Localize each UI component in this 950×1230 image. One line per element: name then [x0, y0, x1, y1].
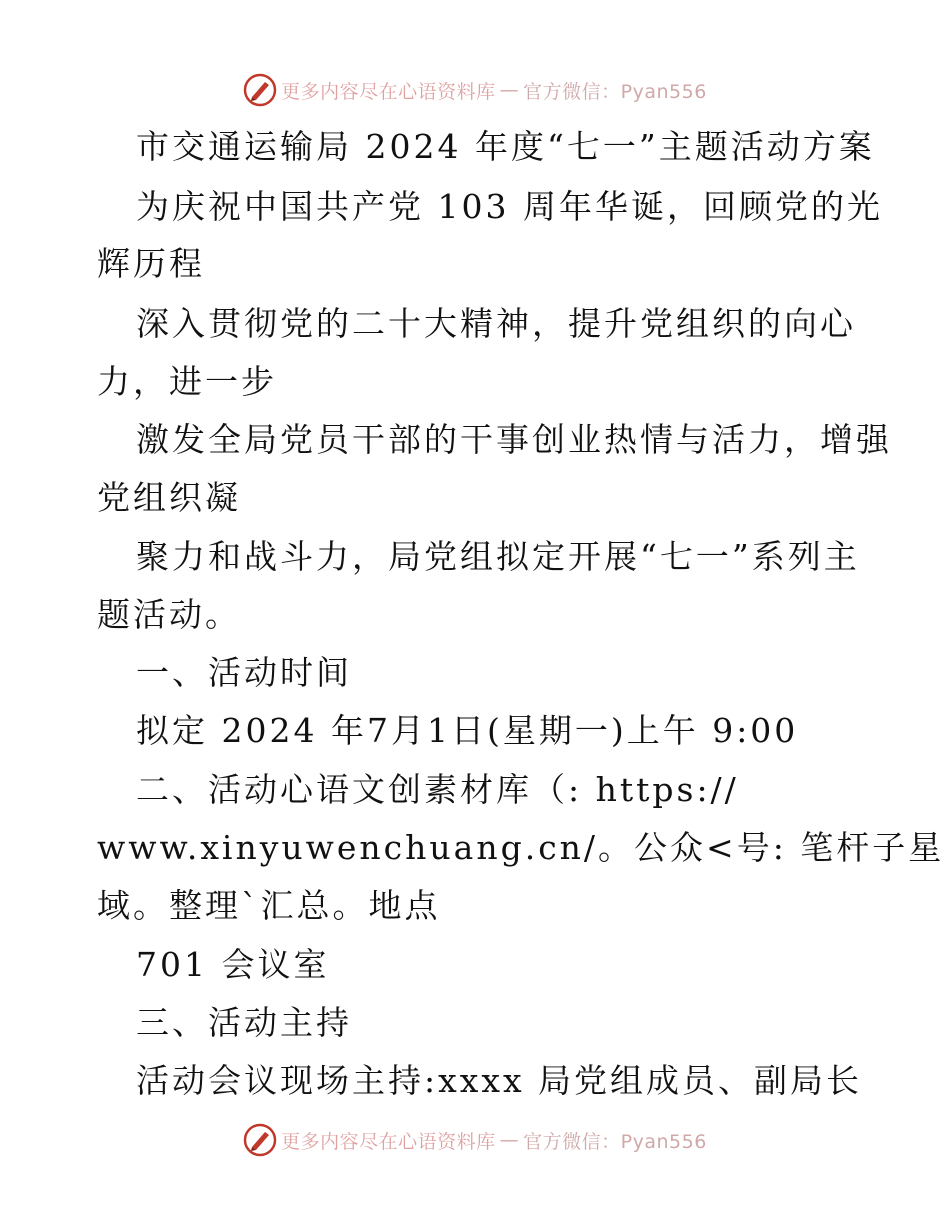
- section-heading-time: 一、活动时间: [136, 653, 352, 692]
- paragraph-line: 为庆祝中国共产党 103 周年华诞，回顾党的光: [136, 187, 883, 226]
- paragraph-line: 活动会议现场主持:xxxx 局党组成员、副局长: [136, 1061, 863, 1100]
- paragraph-line: 党组织凝: [97, 478, 241, 517]
- paragraph-line: 激发全局党员干部的干事创业热情与活力，增强: [136, 420, 892, 459]
- paragraph-line: 深入贯彻党的二十大精神，提升党组织的向心: [136, 304, 856, 343]
- watermark-wechat: 官方微信：Pyan556: [523, 1130, 707, 1153]
- paragraph-line: 701 会议室: [136, 945, 330, 984]
- watermark-text: 更多内容尽在心语资料库: [281, 1130, 496, 1153]
- watermark-wechat: 官方微信：Pyan556: [523, 80, 707, 103]
- section-heading-host: 三、活动主持: [136, 1003, 352, 1042]
- paragraph-line: 聚力和战斗力，局党组拟定开展“七一”系列主: [136, 537, 860, 576]
- paragraph-line: 域。整理`汇总。地点: [97, 886, 441, 925]
- watermark-footer: [0, 1120, 950, 1160]
- watermark-dash: —: [499, 79, 520, 101]
- watermark-text: 更多内容尽在心语资料库: [281, 80, 496, 103]
- section-heading-venue: 二、活动心语文创素材库（: https://: [136, 770, 739, 809]
- paragraph-line: 辉历程: [97, 244, 205, 283]
- pen-logo-icon: [243, 1123, 277, 1157]
- document-title: 市交通运输局 2024 年度“七一”主题活动方案: [136, 127, 875, 166]
- paragraph-line: 力，进一步: [97, 362, 277, 401]
- paragraph-line: www.xinyuwenchuang.cn/。公众<号: 笔杆子星: [97, 828, 945, 867]
- paragraph-line: 题活动。: [97, 595, 241, 634]
- paragraph-line: 拟定 2024 年7月1日(星期一)上午 9:00: [136, 711, 799, 750]
- watermark-dash: —: [499, 1129, 520, 1151]
